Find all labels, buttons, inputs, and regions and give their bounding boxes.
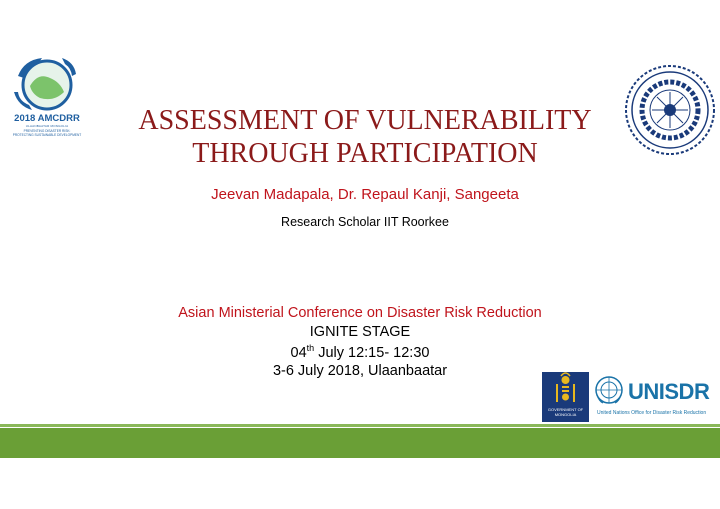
slot-time: July 12:15- 12:30 (314, 344, 430, 361)
amcdrr-logo (6, 52, 88, 148)
government-of-mongolia-logo (542, 372, 589, 422)
slide-title-line2: THROUGH PARTICIPATION (192, 138, 538, 169)
footer-bar (0, 428, 720, 458)
mongolia-label (542, 407, 589, 417)
slide-title (100, 104, 630, 170)
footer-accent-line (0, 424, 720, 427)
amcdrr-tagline-1: PREVENTING DISASTER RISK: (23, 129, 71, 133)
amcdrr-title: 2018 AMCDRR (14, 113, 80, 124)
unisdr-wordmark: UNISDR (628, 379, 710, 404)
slot-ordinal: th (306, 343, 315, 353)
conference-slot (60, 343, 660, 361)
soyombo-icon (542, 372, 589, 406)
conference-name: Asian Ministerial Conference on Disaster Risk Reduction (178, 305, 542, 321)
amcdrr-tagline-2: PROTECTING SUSTAINABLE DEVELOPMENT (12, 133, 82, 137)
amcdrr-emblem-icon (6, 52, 88, 114)
mongolia-label-2: MONGOLIA (554, 412, 577, 417)
authors: Jeevan Madapala, Dr. Repaul Kanji, Sangeeta (211, 186, 519, 203)
iit-roorkee-seal-icon (620, 60, 720, 160)
un-emblem-icon (594, 375, 624, 405)
conference-stage: IGNITE STAGE (309, 324, 411, 340)
amcdrr-tagline (6, 129, 88, 137)
iit-roorkee-logo (620, 60, 720, 160)
unisdr-subtitle: United Nations Office for Disaster Risk Reduction (597, 410, 707, 416)
conference-dates-place: 3-6 July 2018, Ulaanbaatar (272, 363, 448, 379)
amcdrr-city: ULAANBAATAR MONGOLIA (25, 124, 69, 128)
mongolia-label-1: GOVERNMENT OF (547, 407, 584, 412)
slide-title-line1: ASSESSMENT OF VULNERABILITY (138, 105, 592, 136)
slot-day: 04 (290, 344, 307, 361)
affiliation: Research Scholar IIT Roorkee (281, 215, 449, 229)
